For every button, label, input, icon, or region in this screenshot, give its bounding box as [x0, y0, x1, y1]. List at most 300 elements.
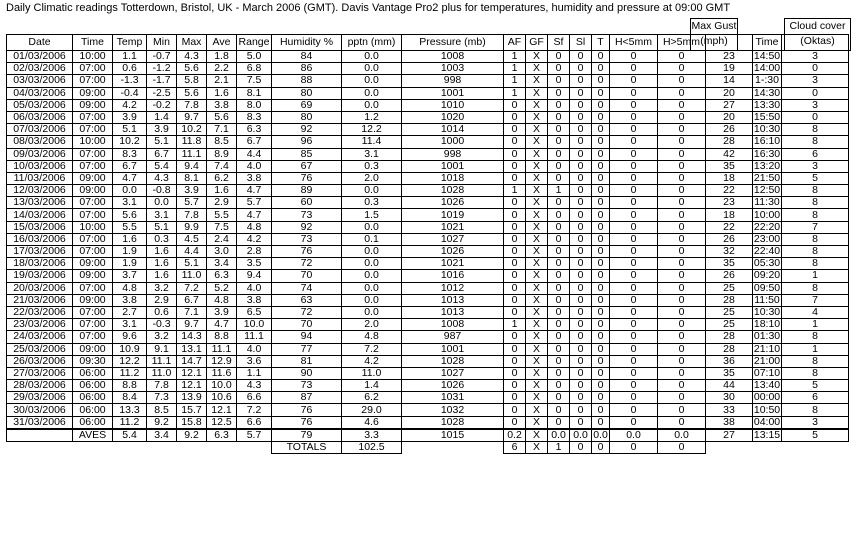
table-cell: X: [526, 416, 548, 429]
table-cell: 6: [782, 392, 849, 404]
table-cell: 0: [548, 404, 570, 416]
table-cell: 0: [658, 124, 706, 136]
table-cell: X: [526, 172, 548, 184]
table-cell: 6.7: [177, 294, 207, 306]
table-cell: 0: [548, 380, 570, 392]
table-cell: 0: [592, 172, 610, 184]
table-cell: 0: [504, 221, 526, 233]
table-cell: 3.8: [237, 294, 272, 306]
table-cell: 8.4: [113, 392, 147, 404]
table-cell: 5.4: [113, 429, 147, 442]
table-cell: 84: [272, 51, 342, 63]
table-cell: 81: [272, 355, 342, 367]
table-cell: 12.9: [207, 355, 237, 367]
table-cell: 06:00: [73, 380, 113, 392]
table-cell: 08/03/2006: [7, 136, 73, 148]
table-cell: 73: [272, 209, 342, 221]
table-cell: 26: [706, 124, 753, 136]
table-cell: 30: [706, 392, 753, 404]
table-cell: 0: [610, 442, 658, 454]
table-cell: 36: [706, 355, 753, 367]
table-cell: 8.3: [113, 148, 147, 160]
table-cell: 0: [504, 404, 526, 416]
table-cell: 9.4: [237, 270, 272, 282]
table-cell: 1.6: [147, 246, 177, 258]
table-cell: 23/03/2006: [7, 319, 73, 331]
table-cell: 0: [658, 404, 706, 416]
table-cell: 13:30: [753, 99, 781, 111]
table-cell: Sf: [548, 35, 570, 51]
table-cell: 6.7: [113, 160, 147, 172]
table-cell: 0: [658, 148, 706, 160]
table-cell: 0: [570, 392, 592, 404]
table-cell: 0: [610, 355, 658, 367]
table-cell: 0: [610, 392, 658, 404]
table-cell: 0: [610, 306, 658, 318]
table-cell: 8.5: [147, 404, 177, 416]
table-cell: 35: [706, 367, 753, 379]
table-cell: 0.0: [342, 221, 402, 233]
table-cell: 94: [272, 331, 342, 343]
table-cell: 07:00: [73, 319, 113, 331]
table-cell: [7, 442, 272, 454]
table-cell: 0: [658, 380, 706, 392]
table-cell: 67: [272, 160, 342, 172]
table-cell: Date: [7, 35, 73, 51]
table-cell: 18: [706, 209, 753, 221]
table-cell: 11.4: [342, 136, 402, 148]
table-cell: 10.0: [237, 319, 272, 331]
table-cell: 8.3: [237, 111, 272, 123]
table-cell: 73: [272, 233, 342, 245]
table-cell: 20: [706, 111, 753, 123]
table-cell: 0: [570, 294, 592, 306]
table-cell: 998: [402, 148, 504, 160]
table-cell: 0: [504, 392, 526, 404]
table-cell: 0: [592, 258, 610, 270]
table-cell: GF: [526, 35, 548, 51]
table-row: [7, 63, 849, 75]
table-cell: 1031: [402, 392, 504, 404]
table-cell: 60: [272, 197, 342, 209]
table-row: [7, 75, 849, 87]
table-cell: 28: [706, 294, 753, 306]
table-cell: Sl: [570, 35, 592, 51]
table-cell: X: [526, 87, 548, 99]
table-row: [7, 209, 849, 221]
table-cell: [782, 35, 849, 51]
table-row: [7, 197, 849, 209]
table-cell: 5.4: [147, 160, 177, 172]
table-cell: 0: [592, 51, 610, 63]
table-cell: 4.6: [342, 416, 402, 429]
table-cell: 7: [782, 294, 849, 306]
table-cell: 06:00: [73, 404, 113, 416]
table-cell: 11:30: [754, 196, 780, 209]
table-cell: 8.1: [177, 172, 207, 184]
table-cell: 13/03/2006: [7, 197, 73, 209]
cloud-cover-header-line1: Cloud cover: [789, 20, 846, 32]
table-cell: 10:00: [73, 136, 113, 148]
table-cell: 0: [658, 75, 706, 87]
table-cell: 0: [570, 111, 592, 123]
table-row: [7, 160, 849, 172]
table-row: [7, 185, 849, 197]
table-cell: 11.2: [113, 416, 147, 429]
table-cell: 28: [706, 343, 753, 355]
table-cell: 2.2: [207, 63, 237, 75]
table-cell: 06:00: [73, 367, 113, 379]
table-cell: 1.4: [147, 111, 177, 123]
table-cell: 0.3: [342, 160, 402, 172]
table-cell: 09:00: [73, 343, 113, 355]
table-cell: 6.3: [237, 124, 272, 136]
table-cell: 09/03/2006: [7, 148, 73, 160]
table-cell: 10.6: [207, 392, 237, 404]
table-cell: -0.4: [113, 87, 147, 99]
table-cell: 0: [658, 294, 706, 306]
table-cell: 0.3: [147, 233, 177, 245]
table-cell: 7.1: [207, 124, 237, 136]
table-cell: 1: [504, 185, 526, 197]
table-cell: Ave: [207, 35, 237, 51]
table-cell: 0: [504, 294, 526, 306]
table-cell: 0: [504, 172, 526, 184]
table-cell: AF: [504, 35, 526, 51]
table-cell: 27: [706, 429, 753, 442]
table-cell: 0: [548, 258, 570, 270]
table-cell: 0: [570, 319, 592, 331]
table-cell: 19: [706, 63, 753, 75]
table-cell: 0: [610, 221, 658, 233]
table-cell: 8: [782, 124, 849, 136]
table-cell: X: [526, 367, 548, 379]
table-row: [7, 331, 849, 343]
table-cell: 0: [658, 270, 706, 282]
table-cell: X: [526, 343, 548, 355]
table-cell: 4.3: [237, 380, 272, 392]
table-cell: 0.0: [342, 258, 402, 270]
table-cell: 1018: [402, 172, 504, 184]
table-cell: 06:00: [73, 416, 113, 429]
table-cell: 0: [658, 63, 706, 75]
table-cell: -0.8: [147, 185, 177, 197]
table-cell: 0: [658, 99, 706, 111]
table-cell: 5.1: [147, 221, 177, 233]
table-cell: 0: [570, 343, 592, 355]
table-cell: 4.0: [237, 343, 272, 355]
table-cell: 10/03/2006: [7, 160, 73, 172]
table-cell: 0: [570, 233, 592, 245]
table-cell: 4.7: [113, 172, 147, 184]
table-row: [7, 282, 849, 294]
table-row: [7, 355, 849, 367]
table-cell: 21:10: [753, 343, 781, 355]
table-cell: 0: [548, 416, 570, 429]
table-cell: 0: [610, 185, 658, 197]
table-cell: 6.6: [237, 392, 272, 404]
table-cell: 11.1: [237, 331, 272, 343]
table-cell: 0: [610, 160, 658, 172]
table-cell: Pressure (mb): [402, 35, 504, 51]
table-cell: 0: [610, 331, 658, 343]
table-cell: 4.3: [147, 172, 177, 184]
table-cell: 1: [548, 185, 570, 197]
table-cell: -2.5: [147, 87, 177, 99]
table-row: [7, 294, 849, 306]
table-cell: 07:00: [73, 160, 113, 172]
table-cell: 26/03/2006: [7, 355, 73, 367]
table-row: [7, 136, 849, 148]
table-cell: 04:00: [753, 416, 781, 428]
table-cell: pptn (mm): [342, 35, 402, 51]
table-cell: 1021: [402, 258, 504, 270]
table-cell: 0: [548, 99, 570, 111]
table-cell: 3: [782, 99, 849, 111]
table-cell: 30/03/2006: [7, 404, 73, 416]
table-cell: 10.0: [207, 380, 237, 392]
table-cell: 09:30: [73, 355, 113, 367]
table-cell: 0: [610, 197, 658, 209]
table-cell: 07:00: [73, 331, 113, 343]
table-cell: 3: [782, 51, 849, 63]
table-cell: 0: [592, 221, 610, 233]
table-cell: 35: [706, 160, 753, 172]
table-cell: [706, 35, 753, 51]
table-cell: 18/03/2006: [7, 258, 73, 270]
table-cell: 0: [570, 282, 592, 294]
table-cell: 0: [658, 416, 706, 429]
table-cell: Temp: [113, 35, 147, 51]
table-cell: 26: [706, 233, 753, 245]
table-cell: 23: [706, 51, 753, 63]
table-cell: 0: [504, 258, 526, 270]
table-cell: X: [526, 319, 548, 331]
table-cell: 5.6: [177, 87, 207, 99]
table-cell: 0: [548, 331, 570, 343]
page-title: Daily Climatic readings Totterdown, Bristol, UK - March 2006 (GMT). Davis Vantage Pro2 plus for temperatures, humidity and pressure at 09:00 GMT: [6, 2, 731, 14]
table-cell: 6: [504, 442, 526, 454]
table-cell: 0: [658, 355, 706, 367]
table-cell: 07:00: [73, 75, 113, 87]
table-cell: 0: [782, 87, 849, 99]
table-cell: H>5mm: [658, 35, 706, 51]
table-cell: 10:30: [753, 306, 781, 319]
table-cell: 0.0: [342, 51, 402, 63]
table-cell: 0: [504, 416, 526, 429]
table-row: [7, 124, 849, 136]
table-cell: 11.0: [177, 270, 207, 282]
table-cell: 0.0: [113, 185, 147, 197]
table-cell: 23:00: [753, 233, 781, 245]
table-cell: 7.2: [237, 404, 272, 416]
table-cell: 92: [272, 124, 342, 136]
table-cell: 1027: [402, 367, 504, 379]
table-cell: X: [526, 111, 548, 123]
table-cell: 31/03/2006: [7, 416, 73, 429]
table-cell: 10.2: [177, 124, 207, 136]
table-cell: 1028: [402, 185, 504, 197]
table-cell: 0: [658, 172, 706, 184]
table-cell: 09:50: [753, 282, 781, 294]
table-cell: 1001: [402, 343, 504, 355]
table-cell: 0: [592, 63, 610, 75]
table-cell: 0: [548, 160, 570, 172]
table-cell: 0: [592, 209, 610, 221]
table-cell: 1027: [402, 233, 504, 245]
table-cell: 13.3: [113, 404, 147, 416]
table-cell: 0: [658, 367, 706, 379]
table-cell: 0: [504, 270, 526, 282]
table-cell: 7.5: [207, 221, 237, 233]
table-cell: 0: [548, 282, 570, 294]
table-cell: 5.5: [113, 221, 147, 233]
table-cell: 0: [570, 209, 592, 221]
table-cell: 4.5: [177, 233, 207, 245]
table-cell: 5: [782, 172, 849, 184]
table-cell: 6.6: [237, 416, 272, 429]
table-cell: 63: [272, 294, 342, 306]
table-cell: 05/03/2006: [7, 99, 73, 111]
table-cell: 0: [592, 75, 610, 87]
table-cell: -1.2: [147, 63, 177, 75]
table-cell: 1.2: [342, 111, 402, 123]
table-cell: 1: [782, 270, 849, 282]
table-cell: 0: [570, 172, 592, 184]
table-cell: 22: [706, 185, 753, 197]
table-cell: 4.7: [207, 319, 237, 331]
table-cell: 6.7: [237, 136, 272, 148]
table-cell: 1015: [402, 429, 504, 442]
table-cell: 3: [782, 75, 849, 87]
table-cell: 0: [548, 172, 570, 184]
table-cell: 1.6: [147, 270, 177, 282]
table-cell: 4.2: [113, 99, 147, 111]
table-cell: 4.4: [177, 246, 207, 258]
table-cell: 0: [610, 87, 658, 99]
table-cell: 0: [504, 246, 526, 258]
table-cell: X: [526, 75, 548, 87]
table-cell: 1: [504, 51, 526, 63]
table-cell: 0: [504, 99, 526, 111]
table-cell: 13:15: [753, 428, 781, 441]
table-cell: 13.9: [177, 392, 207, 404]
table-cell: 07:00: [73, 282, 113, 294]
table-cell: 10.2: [113, 136, 147, 148]
max-gust-header-line1: Max Gust: [691, 20, 737, 32]
table-cell: 0.0: [342, 282, 402, 294]
header-row: [7, 35, 849, 51]
table-cell: 1.8: [207, 51, 237, 63]
table-cell: 0: [658, 306, 706, 318]
table-cell: 00:00: [753, 391, 781, 404]
table-cell: 0: [570, 331, 592, 343]
table-cell: X: [526, 294, 548, 306]
table-cell: 3.1: [342, 148, 402, 160]
table-cell: 0: [610, 111, 658, 123]
table-cell: 0: [504, 331, 526, 343]
table-cell: X: [526, 233, 548, 245]
table-cell: 0.6: [147, 306, 177, 318]
table-cell: 15:50: [753, 111, 781, 124]
table-cell: 5.7: [237, 197, 272, 209]
table-cell: 0: [610, 148, 658, 160]
table-cell: 07:00: [73, 148, 113, 160]
table-cell: 0.0: [658, 429, 706, 442]
table-cell: T: [592, 35, 610, 51]
table-cell: X: [526, 124, 548, 136]
table-cell: 9.4: [177, 160, 207, 172]
table-cell: 0: [548, 209, 570, 221]
table-cell: 8: [782, 258, 849, 270]
table-cell: X: [526, 392, 548, 404]
table-cell: 24/03/2006: [7, 331, 73, 343]
table-cell: 29.0: [342, 404, 402, 416]
table-cell: 3.9: [113, 111, 147, 123]
table-cell: 1.1: [237, 367, 272, 379]
table-cell: 35: [706, 258, 753, 270]
table-cell: 8.0: [237, 99, 272, 111]
table-cell: 0.0: [342, 75, 402, 87]
table-cell: 15/03/2006: [7, 221, 73, 233]
table-cell: 10:50: [753, 403, 781, 416]
table-cell: 90: [272, 367, 342, 379]
table-cell: 0: [570, 380, 592, 392]
table-cell: 0: [570, 136, 592, 148]
table-cell: 4.0: [237, 282, 272, 294]
table-cell: X: [526, 306, 548, 318]
table-cell: 0: [658, 136, 706, 148]
table-cell: 3.6: [237, 355, 272, 367]
table-cell: 70: [272, 319, 342, 331]
table-cell: [402, 442, 504, 454]
table-cell: 29/03/2006: [7, 392, 73, 404]
table-cell: 07:00: [73, 197, 113, 209]
table-cell: 03/03/2006: [7, 75, 73, 87]
table-cell: X: [526, 99, 548, 111]
table-cell: 28: [706, 331, 753, 343]
table-cell: 0: [504, 380, 526, 392]
table-cell: 09:00: [73, 99, 113, 111]
table-row: [7, 172, 849, 184]
table-cell: 3.9: [147, 124, 177, 136]
table-cell: 0.0: [342, 87, 402, 99]
table-cell: 1: [548, 442, 570, 454]
table-row: [7, 87, 849, 99]
table-cell: 3.1: [147, 209, 177, 221]
table-cell: 8: [782, 197, 849, 209]
table-cell: 15.7: [177, 404, 207, 416]
table-cell: 8.1: [237, 87, 272, 99]
table-cell: 0: [570, 246, 592, 258]
table-cell: 0: [592, 111, 610, 123]
table-cell: -1.7: [147, 75, 177, 87]
table-cell: 13:20: [753, 160, 781, 172]
table-cell: 1.5: [342, 209, 402, 221]
table-cell: 0: [592, 197, 610, 209]
table-cell: 0: [504, 148, 526, 160]
table-cell: 0: [548, 343, 570, 355]
table-cell: 0: [504, 306, 526, 318]
table-cell: 14/03/2006: [7, 209, 73, 221]
table-cell: 0: [548, 367, 570, 379]
table-cell: 0: [610, 209, 658, 221]
table-cell: 1032: [402, 404, 504, 416]
table-cell: 0: [658, 246, 706, 258]
table-cell: 0: [592, 306, 610, 318]
table-cell: 76: [272, 172, 342, 184]
table-cell: 0: [658, 319, 706, 331]
